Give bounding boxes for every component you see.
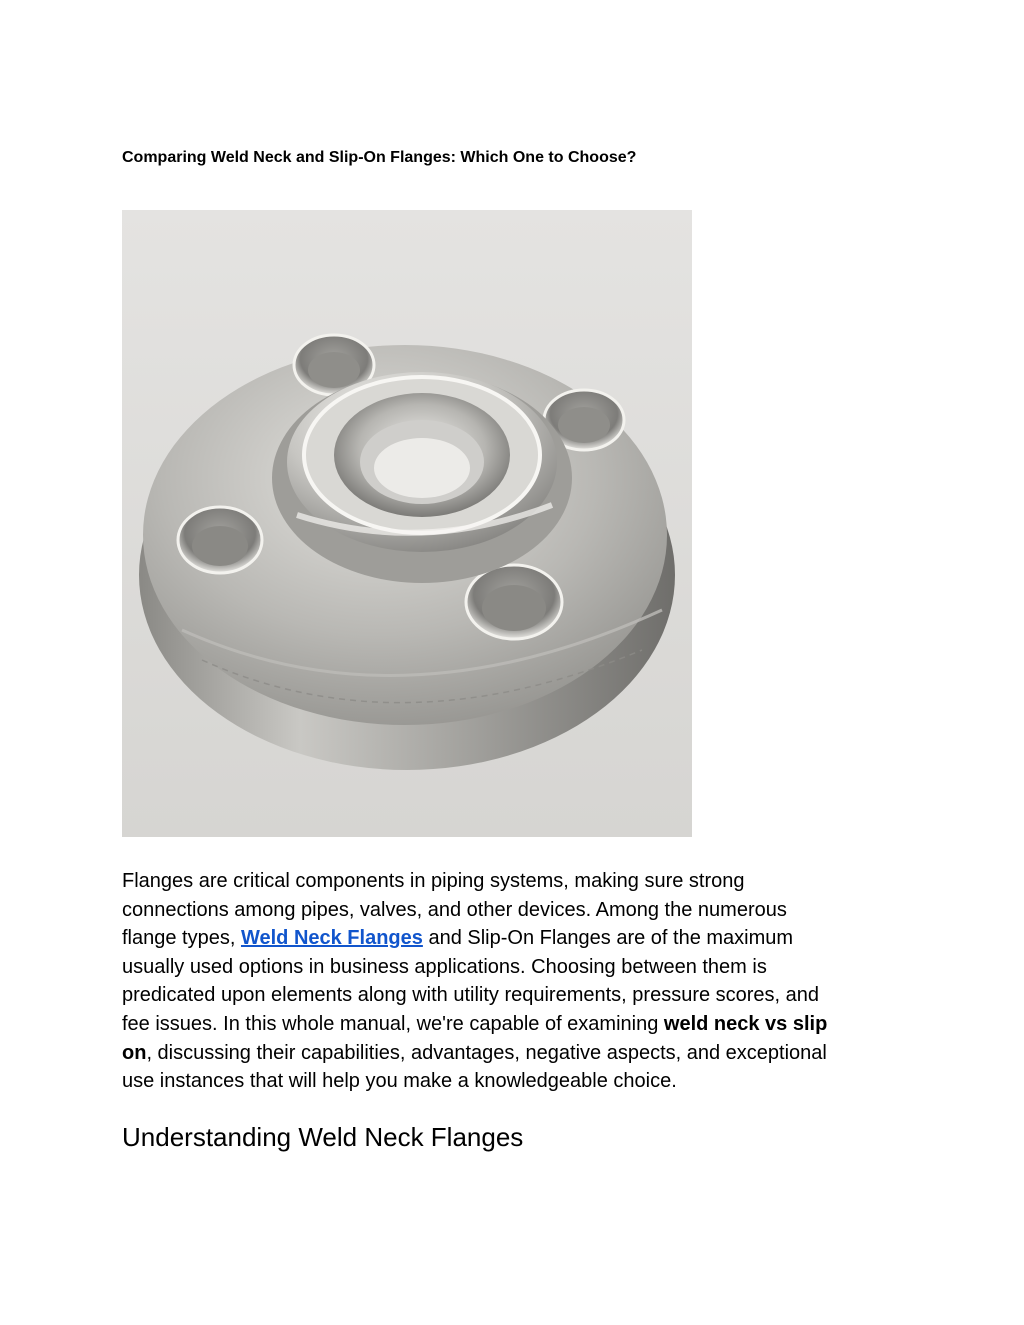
flange-image — [122, 210, 692, 837]
intro-line — [122, 924, 902, 953]
weld-neck-flanges-link[interactable]: Weld Neck Flanges — [240, 927, 423, 950]
intro-line: Flanges are critical components in piping systems, making sure strong — [122, 870, 745, 892]
intro-line: connections among pipes, valves, and other devices. Among the numerous — [122, 898, 787, 921]
intro-line — [122, 1010, 902, 1039]
intro-line: use instances that will help you make a knowledgeable choice. — [122, 1070, 677, 1093]
intro-text: fee issues. In this whole manual, we're capable of examining — [122, 1012, 664, 1035]
section-heading: Understanding Weld Neck Flanges — [122, 1122, 524, 1152]
intro-text: flange types, — [122, 927, 241, 950]
intro-line: predicated upon elements along with utility requirements, pressure scores, and — [122, 984, 820, 1007]
intro-line: usually used options in business applications. Choosing between them is — [122, 955, 767, 978]
intro-text: and Slip-On Flanges are of the maximum — [422, 927, 794, 950]
keyword-bold: on — [122, 1041, 147, 1064]
keyword-bold: weld neck vs slip — [663, 1012, 828, 1035]
intro-line — [122, 1039, 902, 1068]
intro-text: , discussing their capabilities, advantages, negative aspects, and exceptional — [146, 1041, 827, 1064]
document-title: Comparing Weld Neck and Slip-On Flanges: Which One to Choose? — [122, 149, 637, 166]
intro-paragraph — [122, 867, 902, 1096]
